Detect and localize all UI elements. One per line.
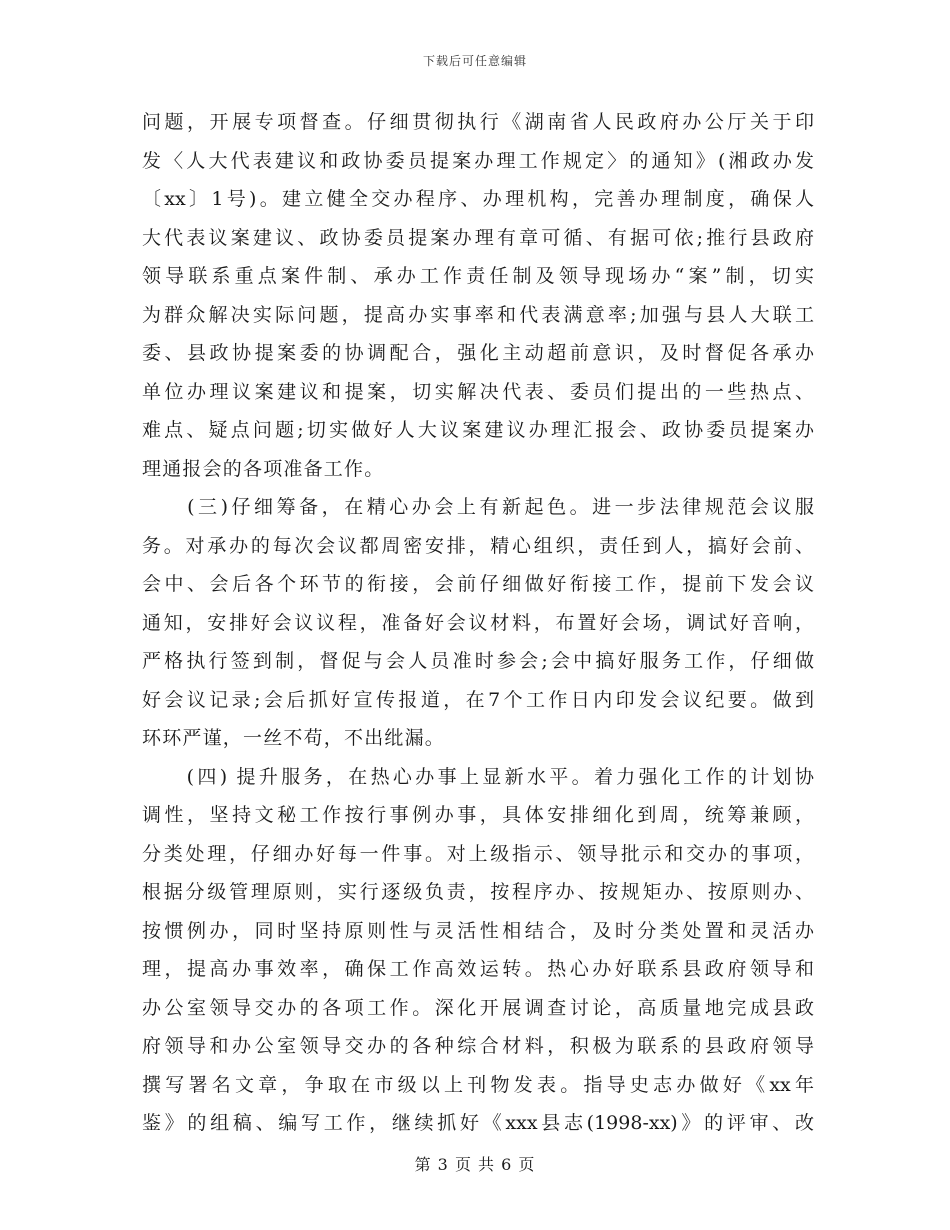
body-text-line: (三)仔细筹备，在精心办会上有新起色。进一步法律规范会议服 — [142, 496, 814, 518]
body-text-line: 单位办理议案建议和提案，切实解决代表、委员们提出的一些热点、 — [142, 380, 814, 403]
body-text-line: 根据分级管理原则，实行逐级负责，按程序办、按规矩办、按原则办、 — [142, 881, 814, 903]
page-header-note: 下载后可任意编辑 — [422, 54, 527, 68]
body-text-line: 大代表议案建议、政协委员提案办理有章可循、有据可依;推行县政府 — [142, 226, 814, 249]
body-text-line: 通知，安排好会议议程，准备好会议材料，布置好会场，调试好音响， — [142, 611, 814, 634]
body-text-line: 问题，开展专项督查。仔细贯彻执行《湖南省人民政府办公厅关于印 — [142, 111, 814, 133]
body-text-line: 领导联系重点案件制、承办工作责任制及领导现场办“案”制，切实 — [142, 265, 814, 287]
body-text-line: 鉴》的组稿、编写工作，继续抓好《xxx县志(1998-xx)》的评审、改 — [142, 1112, 814, 1134]
body-text-line: 撰写署名文章，争取在市级以上刊物发表。指导史志办做好《xx年 — [142, 1073, 814, 1096]
page-number-footer: 第 3 页 共 6 页 — [414, 1155, 536, 1174]
body-text-line: 办公室领导交办的各项工作。深化开展调查讨论，高质量地完成县政 — [142, 996, 814, 1019]
body-text-line: 务。对承办的每次会议都周密安排，精心组织，责任到人，搞好会前、 — [142, 534, 814, 557]
document-body — [142, 103, 814, 1143]
body-text-line: 发〈人大代表建议和政协委员提案办理工作规定〉的通知》(湘政办发 — [142, 149, 814, 172]
body-text-line: 调性，坚持文秘工作按行事例办事，具体安排细化到周，统筹兼顾， — [142, 804, 814, 826]
body-text-line: 环环严谨，一丝不苟，不出纰漏。 — [142, 727, 446, 749]
body-text-line: 难点、疑点问题;切实做好人大议案建议办理汇报会、政协委员提案办 — [142, 419, 814, 441]
body-text-line: 会中、会后各个环节的衔接，会前仔细做好衔接工作，提前下发会议 — [142, 573, 814, 595]
body-text-line: 好会议记录;会后抓好宣传报道，在7个工作日内印发会议纪要。做到 — [142, 688, 814, 711]
body-text-line: (四) 提升服务，在热心办事上显新水平。着力强化工作的计划协 — [142, 765, 814, 788]
body-text-line: 理通报会的各项准备工作。 — [142, 457, 385, 480]
body-text-line: 严格执行签到制，督促与会人员准时参会;会中搞好服务工作，仔细做 — [142, 650, 814, 672]
body-text-line: 为群众解决实际问题，提高办实事率和代表满意率;加强与县人大联工 — [142, 303, 814, 326]
body-text-line: 委、县政协提案委的协调配合，强化主动超前意识，及时督促各承办 — [142, 342, 814, 364]
body-text-line: 按惯例办，同时坚持原则性与灵活性相结合，及时分类处置和灵活办 — [142, 919, 814, 942]
body-text-line: 〔xx〕1号)。建立健全交办程序、办理机构，完善办理制度，确保人 — [142, 188, 814, 210]
body-text-line: 理，提高办事效率，确保工作高效运转。热心办好联系县政府领导和 — [142, 958, 814, 980]
body-text-line: 分类处理，仔细办好每一件事。对上级指示、领导批示和交办的事项， — [142, 842, 814, 865]
body-text-line: 府领导和办公室领导交办的各种综合材料，积极为联系的县政府领导 — [142, 1035, 814, 1057]
